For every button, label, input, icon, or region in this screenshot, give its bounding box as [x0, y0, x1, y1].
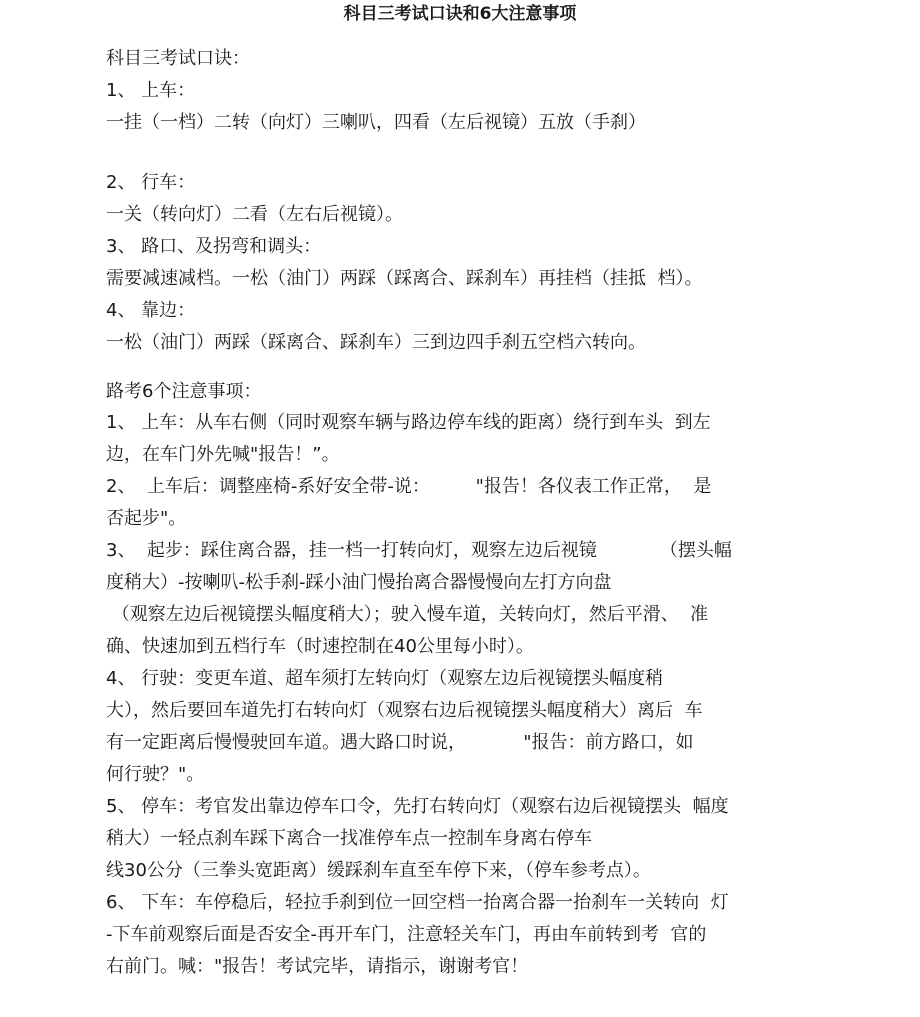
note-line: 右前门。喊："报告！考试完毕，请指示，谢谢考官！	[106, 956, 529, 977]
note-line: 有一定距离后慢慢驶回车道。遇大路口时说， "报告：前方路口，如	[106, 732, 694, 753]
spacer	[106, 359, 818, 377]
note-line: 3、 起步：踩住离合器，挂一档一打转向灯，观察左边后视镜 （摆头幅	[106, 540, 732, 561]
notes-heading: 路考6个注意事项：	[106, 381, 262, 402]
note-line: -下车前观察后面是否安全-再开车门，注意轻关车门，再由车前转到考 官的	[106, 924, 707, 945]
spacer	[106, 139, 818, 167]
note-line: 确、快速加到五档行车（时速控制在40公里每小时）。	[106, 636, 534, 657]
note-line: 边，在车门外先喊"报告！”。	[106, 444, 340, 465]
mnemonic-line: 4、 靠边：	[106, 300, 196, 321]
mnemonic-line: 2、 行车：	[106, 172, 196, 193]
note-line: 5、 停车：考官发出靠边停车口令，先打右转向灯（观察右边后视镜摆头 幅度	[106, 796, 729, 817]
mnemonic-line: 3、 路口、及拐弯和调头：	[106, 236, 322, 257]
mnemonic-line: 1、 上车：	[106, 80, 196, 101]
mnemonic-line: 一关（转向灯）二看（左右后视镜）。	[106, 204, 403, 225]
mnemonic-line: 一松（油门）两踩（踩离合、踩刹车）三到边四手刹五空档六转向。	[106, 332, 646, 353]
note-line: 度稍大）-按喇叭-松手刹-踩小油门慢抬离合器慢慢向左打方向盘	[106, 572, 612, 593]
note-line: 稍大）一轻点刹车踩下离合一找准停车点一控制车身离右停车	[106, 828, 592, 849]
note-line: 线30公分（三拳头宽距离）缓踩刹车直至车停下来，（停车参考点）。	[106, 860, 651, 881]
note-line: 2、 上车后：调整座椅-系好安全带-说： "报告！各仪表工作正常， 是	[106, 476, 712, 497]
document-body	[106, 43, 818, 983]
mnemonic-line: 一挂（一档）二转（向灯）三喇叭，四看（左后视镜）五放（手刹）	[106, 112, 646, 133]
note-line: （观察左边后视镜摆头幅度稍大）；驶入慢车道，关转向灯，然后平滑、 准	[106, 604, 709, 625]
document-title: 科目三考试口诀和6大注意事项	[343, 4, 577, 24]
note-line: 何行驶？"。	[106, 764, 205, 785]
note-line: 否起步"。	[106, 508, 187, 529]
note-line: 1、 上车：从车右侧（同时观察车辆与路边停车线的距离）绕行到车头 到左	[106, 412, 711, 433]
note-line: 大），然后要回车道先打右转向灯（观察右边后视镜摆头幅度稍大）离后 车	[106, 700, 703, 721]
mnemonics-heading: 科目三考试口诀：	[106, 48, 250, 69]
mnemonic-line: 需要减速减档。一松（油门）两踩（踩离合、踩刹车）再挂档（挂抵 档）。	[106, 268, 703, 289]
note-line: 4、 行驶：变更车道、超车须打左转向灯（观察左边后视镜摆头幅度稍	[106, 668, 664, 689]
note-line: 6、 下车：车停稳后，轻拉手刹到位一回空档一抬离合器一抬刹车一关转向 灯	[106, 892, 729, 913]
